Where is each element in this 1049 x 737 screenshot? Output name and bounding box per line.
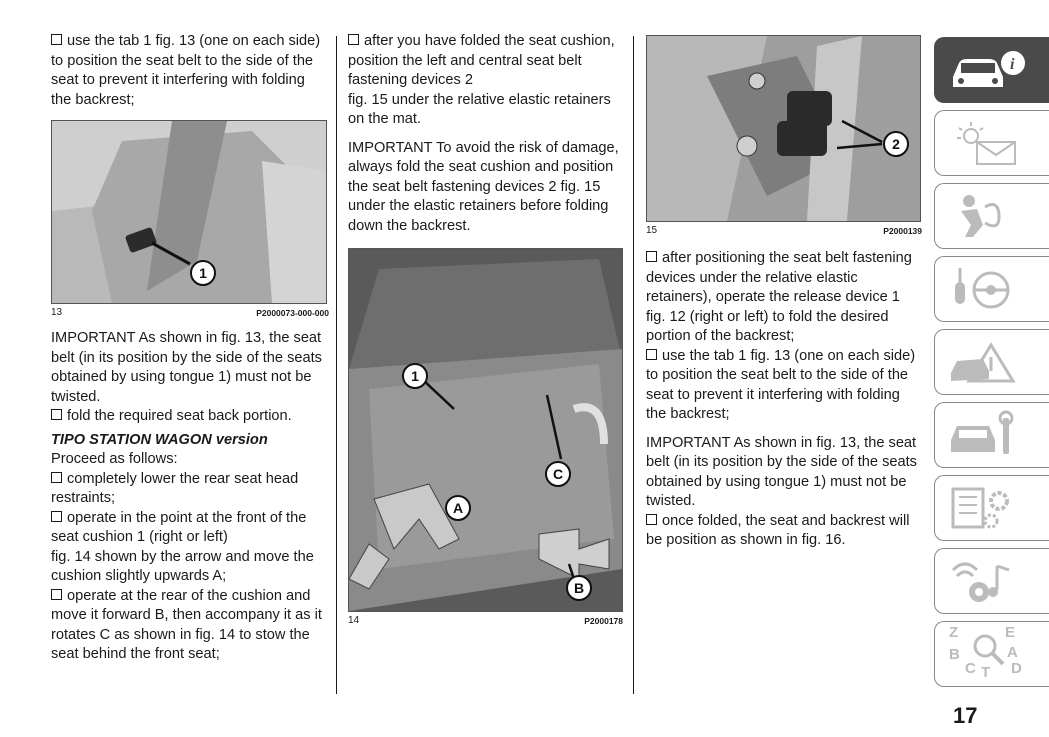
multimedia-icon [947,556,1027,606]
seat-belt-illustration [52,121,326,303]
important-note: IMPORTANT To avoid the risk of damage, always fold the seat cushion and position the seat belt fastening devices 2 fig. 15 under the elastic retainers before folding down the backrest. [348,139,619,234]
figure-caption [348,615,623,627]
figure-15-image [646,35,921,222]
tab-maintenance[interactable] [934,402,1049,468]
paragraph: fig. 14 shown by the arrow and move the cushion slightly upwards A; [51,548,314,584]
tab-safety[interactable] [934,183,1049,249]
tab-emergency[interactable] [934,329,1049,395]
figure-14-image [348,248,623,612]
tab-index[interactable] [934,621,1049,687]
bullet-item: fold the required seat back portion. [51,407,329,427]
car-maintenance-icon [947,410,1027,460]
section-tabs [934,37,1049,694]
callout-1: 1 [190,260,216,286]
checkbox-bullet-icon [51,34,62,45]
callout-b: B [566,575,592,601]
figure-13-image [51,120,327,304]
figure-code: P2000073-000-000 [256,308,329,318]
important-note: IMPORTANT As shown in fig. 13, the seat belt (in its position by the side of the seats obtained by using tongue 1) must not be twisted. [51,330,322,405]
seat-belt-buckle-illustration [647,36,920,221]
figure-number: 14 [348,615,360,626]
column-3 [646,35,922,551]
bullet-item: after you have folded the seat cushion, position the left and central seat belt fastening devices 2 [348,33,615,88]
figure-14 [348,248,623,627]
callout-c: C [545,461,571,487]
column-1 [51,32,329,665]
checkbox-bullet-icon [51,409,62,420]
callout-a: A [445,495,471,521]
tab-multimedia[interactable] [934,548,1049,614]
magnifier-icon [969,630,1009,670]
paragraph: Proceed as follows: [51,451,178,467]
checkbox-bullet-icon [51,511,62,522]
column-divider [336,36,337,694]
figure-number: 15 [646,225,658,236]
checkbox-bullet-icon [646,349,657,360]
bullet-item: use the tab 1 fig. 13 (one on each side) to position the seat belt to the side of the seat to prevent it interfering with folding the backrest; [646,347,916,422]
paragraph: fig. 15 under the relative elastic retainers on the mat. [348,91,611,127]
figure-caption [646,225,922,237]
bullet-item: after positioning the seat belt fastening devices under the relative elastic retainers), operate the release device 1 fig. 12 (right or left) to fold the desired portion of the backrest; [646,250,912,344]
bullet-item: operate at the rear of the cushion and move it forward B, then accompany it as it rotates C as shown in fig. 14 to stow the seat behind the front seat; [51,587,322,662]
bullet-item: once folded, the seat and backrest will be position as shown in fig. 16. [646,512,910,548]
checkbox-bullet-icon [646,514,657,525]
section-heading: TIPO STATION WAGON version [51,431,268,448]
checkbox-bullet-icon [51,472,62,483]
figure-13 [51,120,329,319]
callout-1: 1 [402,363,428,389]
key-steering-wheel-icon [947,264,1027,314]
index-icon: Z E B A C T D [949,624,1022,681]
column-divider [633,36,634,694]
figure-number: 13 [51,307,63,318]
checkbox-bullet-icon [646,251,657,262]
airbag-safety-icon [947,191,1027,241]
tab-warning-lights[interactable] [934,110,1049,176]
checkbox-bullet-icon [348,34,359,45]
figure-15 [646,35,922,237]
technical-data-icon [947,483,1027,533]
page-number: 17 [953,703,978,728]
column-2 [348,32,623,627]
car-info-icon [947,45,1027,95]
figure-caption [51,307,329,319]
callout-2: 2 [883,131,909,157]
bullet-item: operate in the point at the front of the seat cushion 1 (right or left) [51,509,307,545]
figure-code: P2000139 [883,226,922,236]
tab-technical-data[interactable] [934,475,1049,541]
figure-code: P2000178 [584,616,623,626]
bullet-item: completely lower the rear seat head restraints; [51,470,299,506]
svg-text:i: i [1010,56,1015,73]
checkbox-bullet-icon [51,589,62,600]
bullet-item: use the tab 1 fig. 13 (one on each side) to position the seat belt to the side of the seat to prevent it interfering with folding the backrest; [51,33,321,108]
tab-starting-driving[interactable] [934,256,1049,322]
seat-cushion-illustration [349,249,622,611]
tab-car-info[interactable] [934,37,1049,103]
important-note: IMPORTANT As shown in fig. 13, the seat belt (in its position by the side of the seats obtained by using tongue 1) must not be twisted. [646,434,917,509]
warning-light-message-icon [947,118,1027,168]
car-emergency-icon [947,337,1027,387]
